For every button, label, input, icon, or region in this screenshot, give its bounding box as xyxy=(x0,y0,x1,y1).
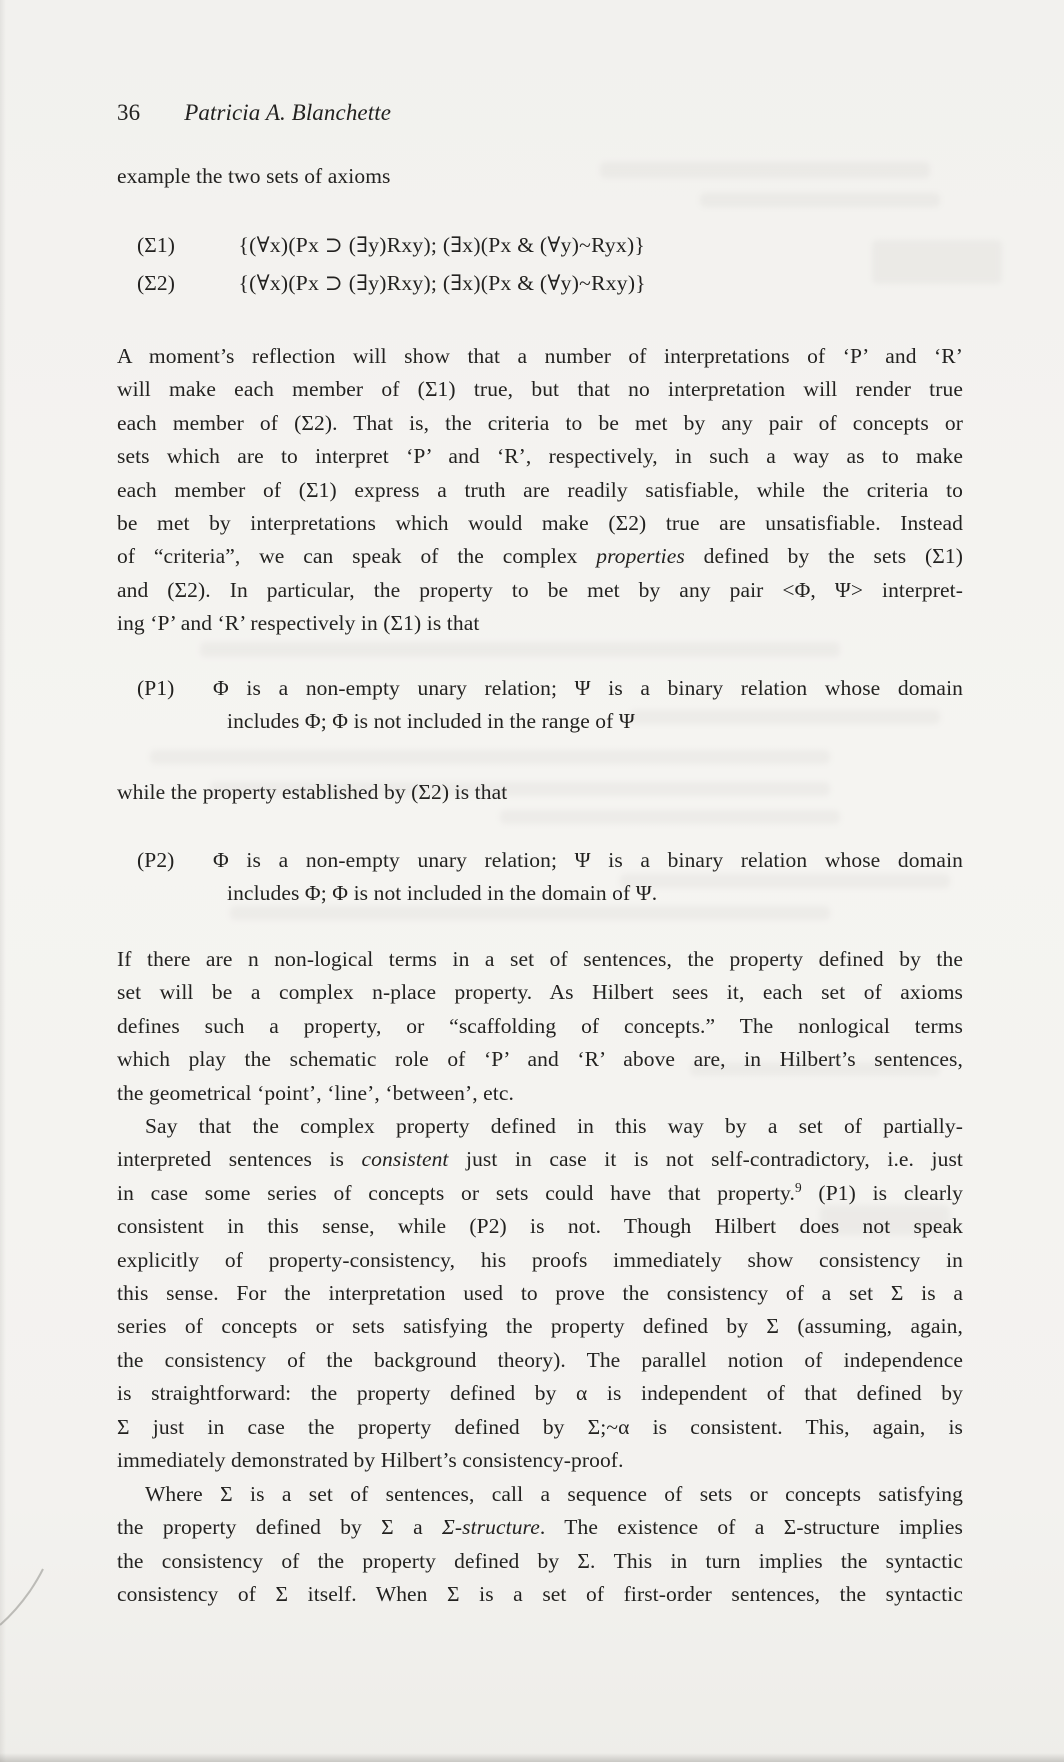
text-line: which play the schematic role of ‘P’ and ‘R’ above are, in Hilbert’s sentences, xyxy=(117,1047,963,1072)
paragraph-nonlogical-terms xyxy=(117,943,963,1110)
text-line: each member of (Σ1) express a truth are readily satisfiable, while the criteria to xyxy=(117,477,963,502)
axiom-label: (Σ2) xyxy=(137,271,175,295)
text-line: Φ is a non-empty unary relation; Ψ is a binary relation whose domain xyxy=(213,676,963,700)
text-line: immediately demonstrated by Hilbert’s consistency-proof. xyxy=(117,1448,624,1473)
property-label: (P1) xyxy=(137,676,175,700)
text-line: will make each member of (Σ1) true, but that no interpretation will render true xyxy=(117,377,963,402)
while-line: while the property established by (Σ2) is that xyxy=(117,780,508,804)
text-line: be met by interpretations which would make (Σ2) true are unsatisfiable. Instead xyxy=(117,511,963,536)
scan-edge-shadow xyxy=(0,0,6,1762)
page-header xyxy=(117,100,963,126)
paragraph-sigma-structure xyxy=(117,1478,963,1612)
text-line: consistent in this sense, while (P2) is not. Though Hilbert does not speak xyxy=(117,1214,963,1239)
bleed-through-artifact xyxy=(200,642,840,657)
text-line: each member of (Σ2). That is, the criteria to be met by any pair of concepts or xyxy=(117,410,963,435)
text-line: this sense. For the interpretation used to prove the consistency of a set Σ is a xyxy=(117,1281,963,1306)
text-line: the consistency of the property defined by Σ. This in turn implies the syntactic xyxy=(117,1548,963,1573)
bleed-through-artifact xyxy=(150,750,830,764)
text-line: the geometrical ‘point’, ‘line’, ‘between’, etc. xyxy=(117,1080,514,1105)
axiom-sigma1 xyxy=(117,233,963,271)
text-line: defines such a property, or “scaffolding of concepts.” The nonlogical terms xyxy=(117,1013,963,1038)
text-line: sets which are to interpret ‘P’ and ‘R’, respectively, in such a way as to make xyxy=(117,444,963,469)
text-line: consistency of Σ itself. When Σ is a set of first-order sentences, the syntactic xyxy=(117,1582,963,1607)
property-text xyxy=(213,844,963,911)
paragraph-consistency xyxy=(117,1110,963,1477)
property-text xyxy=(213,672,963,739)
bleed-through-artifact xyxy=(700,193,940,207)
intro-line: example the two sets of axioms xyxy=(117,164,391,188)
bleed-through-artifact xyxy=(500,810,840,824)
text-line: Where Σ is a set of sentences, call a sequence of sets or concepts satisfying xyxy=(145,1482,963,1506)
axiom-formula: {(∀x)(Px ⊃ (∃y)Rxy); (∃x)(Px & (∀y)~Ryx)} xyxy=(238,233,646,257)
property-definition-p1 xyxy=(117,672,963,739)
text-line: and (Σ2). In particular, the property to be met by any pair <Φ, Ψ> interpret- xyxy=(117,577,963,602)
axiom-sigma2 xyxy=(117,271,963,309)
text-line: interpreted sentences is consistent just in case it is not self-contradictory, i.e. just xyxy=(117,1147,963,1172)
running-head-author: Patricia A. Blanchette xyxy=(184,100,392,125)
text-line: includes Φ; Φ is not included in the range of Ψ xyxy=(227,709,635,734)
property-label: (P2) xyxy=(137,848,175,872)
page-number: 36 xyxy=(117,100,141,125)
text-line: If there are n non-logical terms in a set of sentences, the property defined by the xyxy=(117,947,963,971)
text-line: A moment’s reflection will show that a number of interpretations of ‘P’ and ‘R’ xyxy=(117,344,963,368)
text-line: the property defined by Σ a Σ-structure. The existence of a Σ-structure implies xyxy=(117,1515,963,1540)
text-line: series of concepts or sets satisfying the property defined by Σ (assuming, again, xyxy=(117,1314,963,1339)
text-line: includes Φ; Φ is not included in the domain of Ψ. xyxy=(227,881,658,906)
paragraph-interpretations xyxy=(117,340,963,641)
text-line: set will be a complex n-place property. As Hilbert sees it, each set of axioms xyxy=(117,980,963,1005)
property-definition-p2 xyxy=(117,844,963,911)
text-line: the consistency of the background theory). The parallel notion of independence xyxy=(117,1347,963,1372)
text-line: Φ is a non-empty unary relation; Ψ is a binary relation whose domain xyxy=(213,848,963,872)
axiom-display xyxy=(117,233,963,309)
axiom-formula: {(∀x)(Px ⊃ (∃y)Rxy); (∃x)(Px & (∀y)~Rxy)} xyxy=(238,271,646,295)
text-line: in case some series of concepts or sets could have that property.$^9$ (P1) is clearly xyxy=(117,1179,963,1205)
text-line: of “criteria”, we can speak of the complex properties defined by the sets (Σ1) xyxy=(117,544,963,569)
scan-edge-shadow xyxy=(0,1753,1064,1762)
pen-mark xyxy=(0,1563,60,1633)
text-line: is straightforward: the property defined by α is independent of that defined by xyxy=(117,1381,963,1406)
text-line: ing ‘P’ and ‘R’ respectively in (Σ1) is that xyxy=(117,611,480,636)
text-line: explicitly of property-consistency, his proofs immediately show consistency in xyxy=(117,1247,963,1272)
text-line: Σ just in case the property defined by Σ;~α is consistent. This, again, is xyxy=(117,1414,963,1439)
axiom-label: (Σ1) xyxy=(137,233,175,257)
text-line: Say that the complex property defined in this way by a set of partially- xyxy=(145,1114,963,1138)
